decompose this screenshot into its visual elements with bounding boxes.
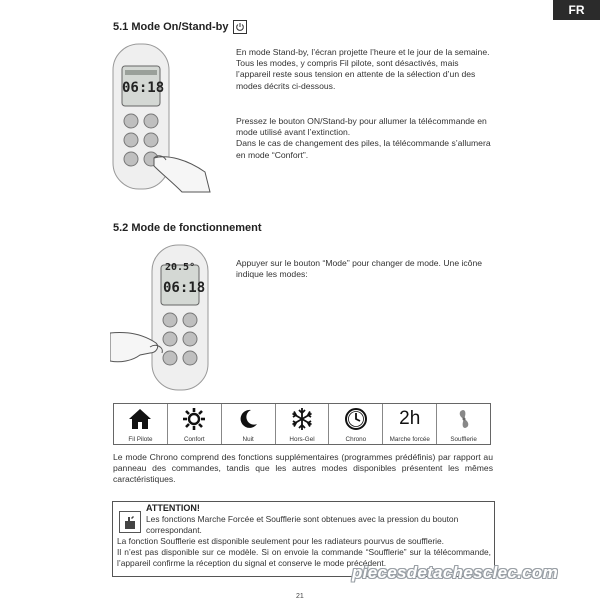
- remote-illustration-standby: [110, 42, 215, 207]
- mode-hors-gel: [276, 404, 330, 444]
- mode-chrono: [329, 404, 383, 444]
- two-hours-text: 2h: [399, 408, 421, 429]
- page-number: 21: [296, 593, 304, 600]
- remote-2-temp: 20.5°: [165, 262, 196, 273]
- modes-strip: [113, 403, 491, 445]
- standby-text-c: Pressez le bouton ON/Stand-by pour allumer la télécommande en mode utilisé avant l’extinction.: [236, 116, 487, 138]
- power-icon: [233, 20, 247, 34]
- mode-nuit: [222, 404, 276, 444]
- mode-fil-pilote: [114, 404, 168, 444]
- section-5-1-title: [113, 20, 247, 34]
- section-5-2-title: [113, 222, 262, 234]
- hand-note-icon: [119, 511, 141, 533]
- fan-icon: [453, 406, 475, 432]
- mode-label: Fil Pilote: [128, 436, 153, 443]
- snowflake-icon: [290, 406, 314, 432]
- mode-label: Nuit: [242, 436, 254, 443]
- section-5-1-title-text: 5.1 Mode On/Stand-by: [113, 21, 229, 33]
- attention-line-2: La fonction Soufflerie est disponible seulement pour les radiateurs pourvus de soufflerie.: [117, 536, 444, 546]
- two-hours-icon: [399, 406, 420, 432]
- attention-line-1: Les fonctions Marche Forcée et Soufflerie sont obtenues avec la pression du bouton correspondant.: [146, 514, 459, 535]
- mode-label: Chrono: [345, 436, 367, 443]
- standby-text-d: Dans le cas de changement des piles, la télécommande s’allumera en mode “Confort”.: [236, 138, 491, 160]
- standby-text-a: En mode Stand-by, l’écran projette l’heure et le jour de la semaine.: [236, 47, 490, 57]
- standby-paragraph-1: [236, 47, 492, 92]
- sun-icon: [182, 406, 206, 432]
- language-tab: FR: [553, 0, 600, 20]
- mode-label: Hors-Gel: [289, 436, 315, 443]
- mode-paragraph: [236, 258, 492, 280]
- mode-confort: [168, 404, 222, 444]
- standby-paragraph-2: [236, 116, 492, 161]
- chrono-paragraph: Le mode Chrono comprend des fonctions supplémentaires (programmes prédéfinis) par rapport au panneau des commandes, tandis que les autres modes disponibles présentent les mêmes caractéristiques.: [113, 452, 493, 485]
- moon-icon: [237, 406, 259, 432]
- remote-1-time: 06:18: [122, 80, 165, 96]
- mode-soufflerie: [437, 404, 490, 444]
- remote-2-time: 06:18: [163, 280, 206, 296]
- watermark-text: piecesdetachesclec.com: [352, 563, 558, 582]
- mode-label: Soufflerie: [450, 436, 477, 443]
- section-5-2-title-text: 5.2 Mode de fonctionnement: [113, 222, 262, 234]
- remote-illustration-mode: [110, 243, 215, 408]
- clock-icon: [344, 406, 368, 432]
- attention-line-3: Il n’est pas disponible sur ce modèle. Si on envoie la commande “Soufflerie” sur la télécommande, l’appareil confirme la réception du signal et conserve le mode précédent.: [117, 547, 491, 568]
- mode-marche-forcee: [383, 404, 437, 444]
- mode-label: Confort: [183, 436, 205, 443]
- house-icon: [128, 406, 152, 432]
- mode-text: Appuyer sur le bouton “Mode” pour changer de mode. Une icône indique les modes:: [236, 258, 483, 280]
- attention-title: ATTENTION!: [146, 503, 200, 513]
- mode-label: Marche forcée: [389, 436, 430, 443]
- standby-text-b: Tous les modes, y compris Fil pilote, sont désactivés, mais l’appareil reste sous tension en attente de la sélection d’un des modes décrits ci-dessous.: [236, 58, 476, 91]
